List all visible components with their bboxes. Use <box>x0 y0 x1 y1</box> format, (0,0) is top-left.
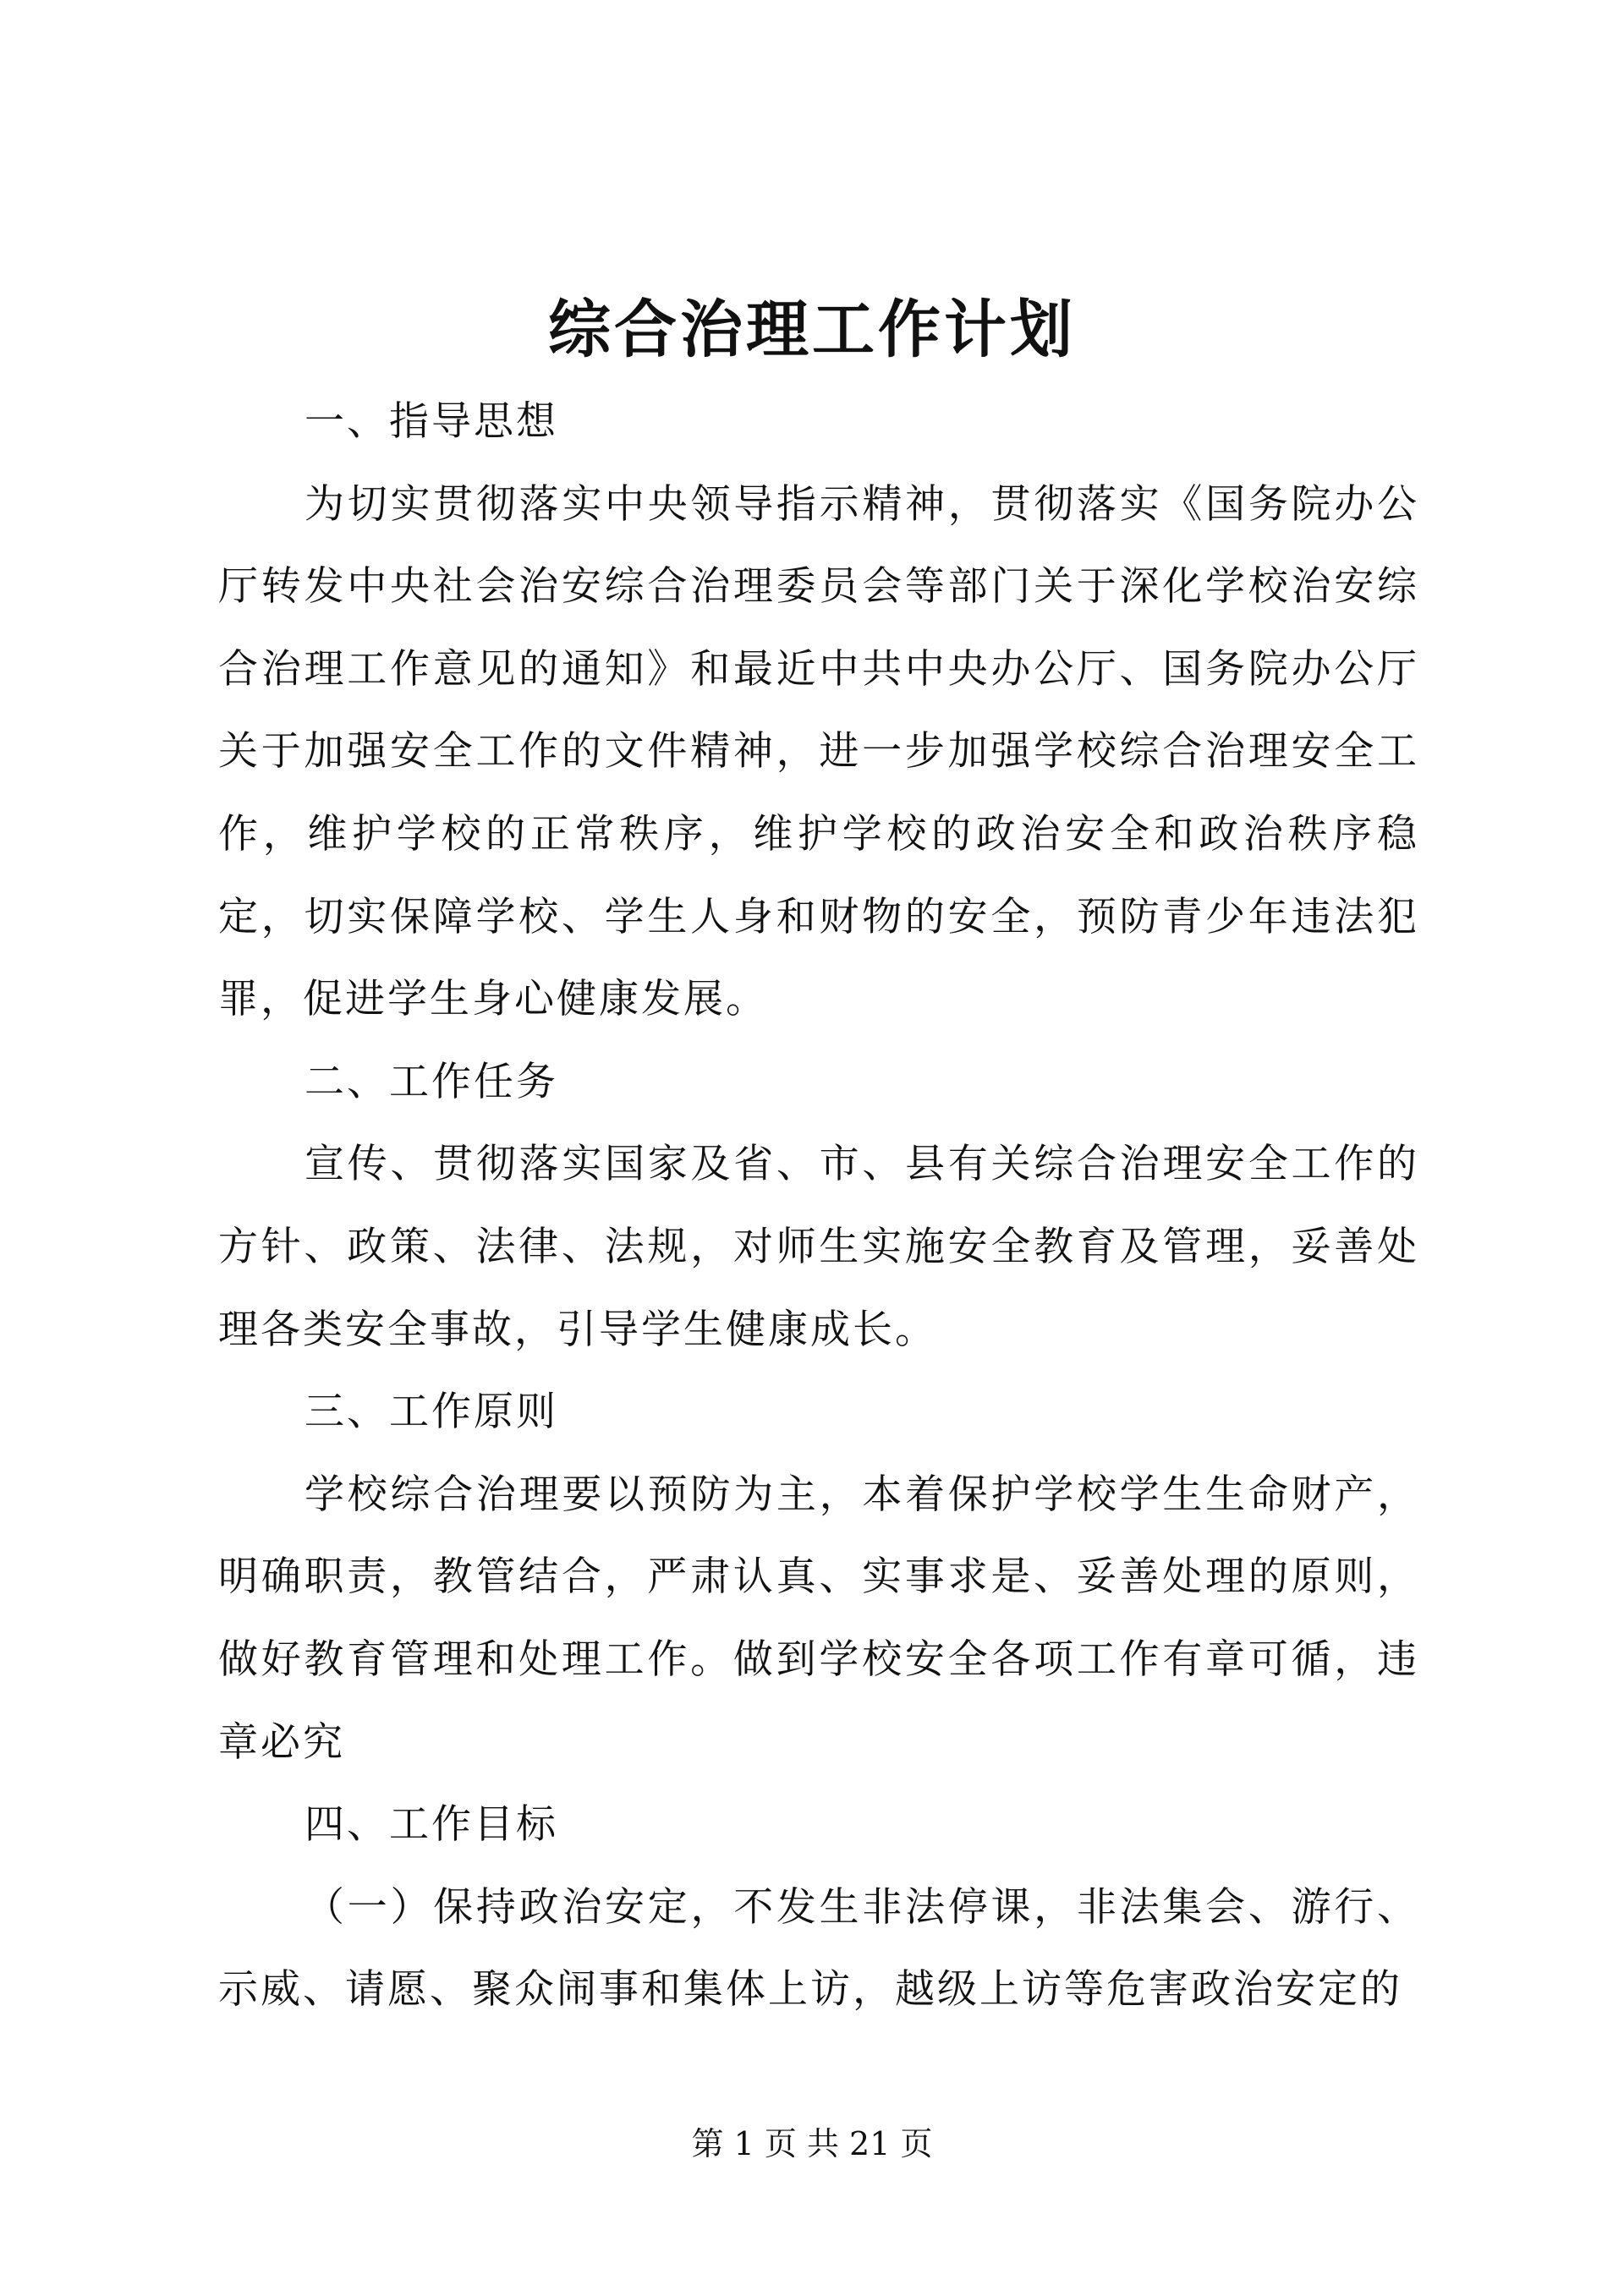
paragraph-work-principles: 学校综合治理要以预防为主，本着保护学校学生生命财产，明确职责，教管结合，严肃认真、实事求是、妥善处理的原则，做好教育管理和处理工作。做到学校安全各项工作有章可循，违章必究 <box>218 1471 1419 1766</box>
document-title: 综合治理工作计划 <box>548 293 1076 366</box>
section-heading-guiding-thought: 一、指导思想 <box>304 398 558 445</box>
paragraph-guiding-thought: 为切实贯彻落实中央领导指示精神，贯彻落实《国务院办公厅转发中央社会治安综合治理委员会等部门关于深化学校治安综合治理工作意见的通知》和最近中共中央办公厅、国务院办公厅关于加强安全工作的文件精神，进一步加强学校综合治理安全工作，维护学校的正常秩序，维护学校的政治安全和政治秩序稳定，切实保障学校、学生人身和财物的安全，预防青少年违法犯罪，促进学生身心健康发展。 <box>218 480 1419 1023</box>
document-body <box>218 381 1419 2031</box>
section-heading-work-tasks: 二、工作任务 <box>304 1058 558 1105</box>
section-heading-work-principles: 三、工作原则 <box>304 1389 558 1436</box>
page-footer: 第 1 页 共 21 页 <box>691 2125 933 2162</box>
paragraph-work-tasks: 宣传、贯彻落实国家及省、市、县有关综合治理安全工作的方针、政策、法律、法规，对师生实施安全教育及管理，妥善处理各类安全事故，引导学生健康成长。 <box>218 1141 1419 1353</box>
section-heading-work-goals: 四、工作目标 <box>304 1801 558 1849</box>
paragraph-work-goals: （一）保持政治安定，不发生非法停课，非法集会、游行、示威、请愿、聚众闹事和集体上访，越级上访等危害政治安定的 <box>218 1883 1419 2014</box>
